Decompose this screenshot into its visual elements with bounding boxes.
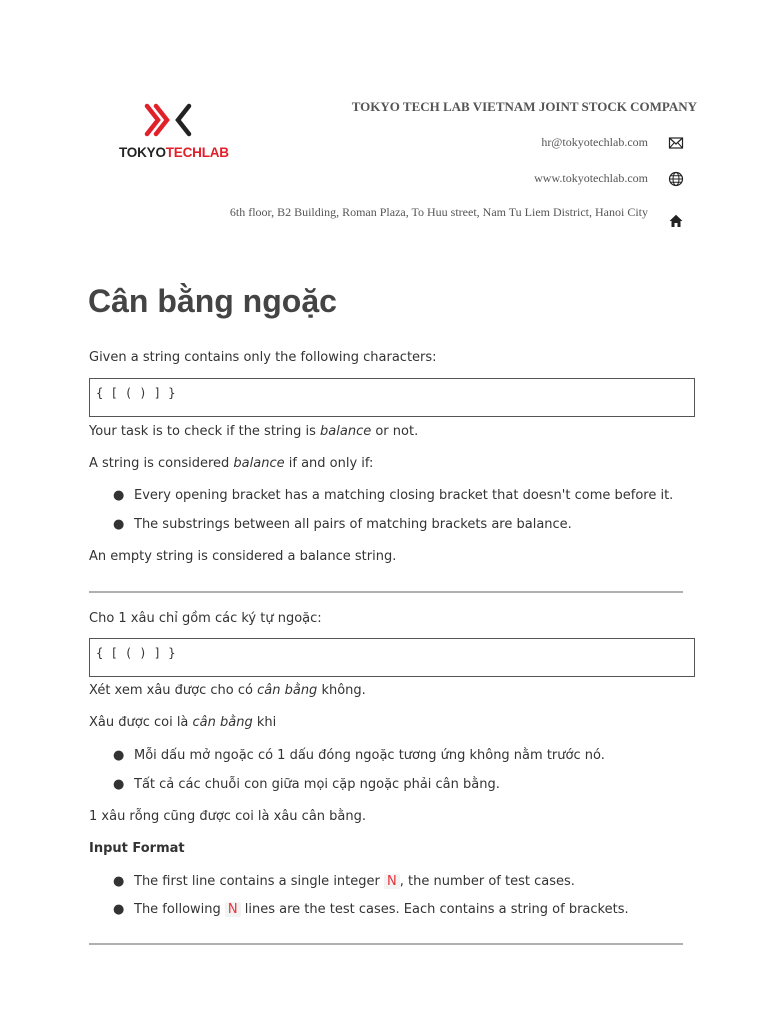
line2-before: The following	[134, 902, 225, 917]
definition-text-en	[89, 455, 373, 473]
empty-note-vi: 1 xâu rỗng cũng được coi là xâu cân bằng.	[89, 809, 367, 824]
contact-email[interactable]: hr@tokyotechlab.com	[541, 135, 648, 149]
code-text-vi: { [ ( ) ] }	[96, 646, 176, 660]
bullet-icon: ●	[113, 488, 125, 503]
section-divider	[89, 591, 683, 593]
code-block-vi	[89, 638, 695, 677]
section-divider	[89, 943, 683, 945]
list-item-text: Every opening bracket has a matching closing bracket that doesn't come before it.	[134, 488, 674, 503]
contact-address: 6th floor, B2 Building, Roman Plaza, To Huu street, Nam Tu Liem District, Hanoi City	[229, 205, 648, 219]
company-logo	[113, 95, 228, 170]
task-term-vi: cân bằng	[257, 683, 318, 698]
intro-text-en: Given a string contains only the following characters:	[89, 350, 437, 365]
bullet-icon: ●	[113, 902, 125, 917]
def-term-vi: cân bằng	[192, 715, 253, 730]
globe-icon	[668, 171, 684, 187]
task-term-en: balance	[320, 424, 372, 439]
def-after-en: if and only if:	[284, 456, 374, 471]
input-format-heading: Input Format	[89, 841, 185, 856]
task-after-vi: không.	[317, 683, 366, 698]
empty-note-en: An empty string is considered a balance string.	[89, 549, 397, 564]
definition-text-vi	[89, 714, 276, 732]
line1-after: , the number of test cases.	[399, 874, 575, 889]
task-before-en: Your task is to check if the string is	[89, 424, 321, 439]
task-text-vi	[89, 682, 366, 700]
task-text-en	[89, 423, 418, 441]
logo-word-tokyo: TOKYO	[119, 145, 166, 160]
def-after-vi: khi	[252, 715, 277, 730]
logo-word-techlab: TECHLAB	[165, 145, 229, 160]
home-icon	[668, 213, 684, 229]
variable-n: N	[384, 874, 400, 889]
envelope-icon	[668, 135, 684, 151]
bullet-icon: ●	[113, 748, 125, 763]
variable-n: N	[225, 902, 241, 917]
company-name: TOKYO TECH LAB VIETNAM JOINT STOCK COMPANY	[351, 99, 697, 114]
contact-website[interactable]: www.tokyotechlab.com	[534, 171, 648, 185]
logo-wordmark	[119, 145, 229, 160]
line1-before: The first line contains a single integer	[134, 874, 384, 889]
list-item-text: Tất cả các chuỗi con giữa mọi cặp ngoặc phải cân bằng.	[134, 777, 500, 792]
def-before-vi: Xâu được coi là	[89, 715, 193, 730]
bullet-icon: ●	[113, 777, 125, 792]
code-text-en: { [ ( ) ] }	[96, 386, 176, 400]
def-before-en: A string is considered	[89, 456, 234, 471]
code-block-en	[89, 378, 695, 417]
line2-after: lines are the test cases. Each contains a string of brackets.	[240, 902, 629, 917]
bullet-icon: ●	[113, 874, 125, 889]
def-term-en: balance	[233, 456, 285, 471]
list-item-text: The substrings between all pairs of matching brackets are balance.	[134, 517, 572, 532]
logo-mark-icon	[141, 100, 201, 140]
task-before-vi: Xét xem xâu được cho có	[89, 683, 258, 698]
intro-text-vi: Cho 1 xâu chỉ gồm các ký tự ngoặc:	[89, 611, 322, 626]
bullet-icon: ●	[113, 517, 125, 532]
list-item-text	[134, 873, 575, 891]
task-after-en: or not.	[371, 424, 419, 439]
list-item-text	[134, 901, 629, 919]
page-title: Cân bằng ngoặc	[88, 283, 337, 319]
list-item-text: Mỗi dấu mở ngoặc có 1 dấu đóng ngoặc tương ứng không nằm trước nó.	[134, 748, 605, 763]
